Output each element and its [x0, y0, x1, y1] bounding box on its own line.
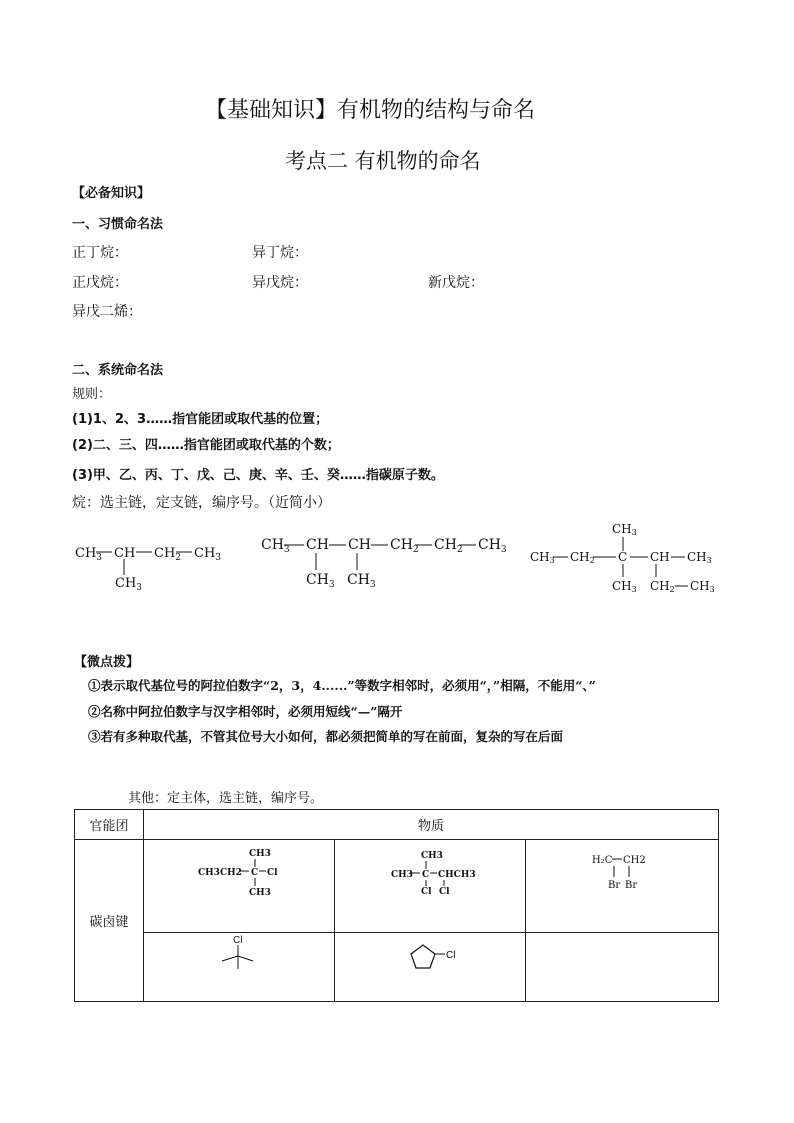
svg-text:CH3: $CH_3$ [115, 576, 143, 593]
svg-text:C: C [251, 868, 259, 878]
svg-text:Cl: Cl [446, 950, 456, 961]
svg-text:C: C [422, 870, 430, 880]
svg-text:CH3: CH3 [391, 870, 413, 880]
svg-text:CH: CH [348, 537, 371, 553]
tip-1: ①表示取代基位号的阿拉伯数字“2，3，4......”等数字相邻时，必须用“，”相隔，不能用“、” [88, 678, 596, 693]
rule-1: (1)1、2、3……指官能团或取代基的位置； [72, 412, 329, 427]
row-label-carbon-halogen: 碳卤键 [75, 840, 144, 1002]
svg-text:CH3: CH3 [612, 579, 637, 594]
cell-chlorocyclopentane [335, 933, 526, 1002]
document-subtitle: 考点二 有机物的命名 [285, 149, 481, 173]
svg-text:CH: CH [650, 550, 670, 564]
svg-text:CH3: CH3 [421, 851, 443, 861]
svg-text:CH2: $CH_2$ [390, 537, 419, 555]
svg-text:CH3: $CH_3$ [478, 537, 507, 555]
svg-text:CH3: $CH_3$ [75, 546, 103, 563]
svg-text:H₂C: H₂C [592, 855, 613, 866]
cell-dibromoethane [526, 840, 719, 933]
structure-2-methylbutane [75, 546, 221, 593]
cell-dichloro-methylbutane [335, 840, 526, 933]
svg-text:CH2: $CH_2$ [434, 537, 463, 555]
tip-2: ②名称中阿拉伯数字与汉字相邻时，必须用短线“—”隔开 [88, 704, 403, 719]
svg-text:C: C [618, 550, 628, 564]
svg-text:Cl: Cl [267, 868, 278, 878]
section2-heading: 二、系统命名法 [72, 363, 164, 378]
essential-heading: 【必备知识】 [72, 186, 151, 201]
structure-tert-butyl-chloride-skeletal [144, 933, 334, 1001]
svg-text:CH: CH [306, 537, 329, 553]
rule-3: (3)甲、乙、丙、丁、戊、己、庚、辛、壬、癸……指碳原子数。 [72, 468, 444, 483]
svg-text:CH3: CH3 [530, 550, 555, 565]
isobutane-label: 异丁烷： [252, 245, 308, 261]
svg-text:CH3: $CH_3$ [306, 572, 335, 590]
svg-text:CHCH3: CHCH3 [438, 870, 476, 880]
svg-text:CH3: CH3 [690, 579, 715, 594]
rule-2: (2)二、三、四……指官能团或取代基的个数； [72, 438, 340, 453]
svg-text:Br: Br [608, 880, 621, 891]
svg-text:CH3: CH3 [612, 522, 637, 537]
n-butane-label: 正丁烷： [72, 245, 128, 261]
svg-text:Cl: Cl [233, 935, 243, 946]
tips-heading: 【微点拨】 [74, 655, 140, 670]
alkane-rule: 烷：选主链，定支链，编序号。（近简小） [72, 495, 331, 511]
isopentane-label: 异戊烷： [252, 275, 308, 291]
svg-text:CH: CH [114, 546, 136, 561]
cell-empty [526, 933, 719, 1002]
svg-text:CH3: $CH_3$ [194, 546, 222, 563]
svg-text:CH3: CH3 [249, 849, 271, 859]
header-substance: 物质 [144, 810, 719, 840]
cell-tert-butyl-chloride [144, 933, 335, 1002]
svg-text:CH2: CH2 [650, 579, 675, 594]
structure-chlorocyclopentane-skeletal [335, 933, 525, 1001]
svg-text:CH3: CH3 [249, 888, 271, 898]
functional-group-table [74, 809, 719, 1002]
structure-2-chloro-2-methylbutane [144, 840, 334, 932]
svg-text:Br: Br [625, 880, 638, 891]
structure-1-2-dibromoethane [526, 840, 716, 932]
section1-heading: 一、习惯命名法 [72, 217, 164, 232]
structure-3-3-dimethyl-branched [530, 522, 715, 594]
svg-text:CH2: CH2 [570, 550, 595, 565]
others-line: 其他：定主体，选主链，编序号。 [128, 791, 324, 806]
svg-text:CH3: $CH_3$ [261, 537, 290, 555]
svg-text:CH3: CH3 [687, 550, 712, 565]
svg-text:Cl: Cl [439, 887, 450, 897]
tip-3: ③若有多种取代基，不管其位号大小如何，都必须把简单的写在前面，复杂的写在后面 [88, 729, 564, 744]
rules-label: 规则： [72, 387, 112, 402]
svg-text:CH3: $CH_3$ [347, 572, 376, 590]
example-structures [60, 515, 750, 605]
n-pentane-label: 正戊烷： [72, 275, 128, 291]
neopentane-label: 新戊烷： [428, 275, 484, 291]
svg-text:CH2: $CH_2$ [154, 546, 182, 563]
cell-tert-amyl-chloride [144, 840, 335, 933]
isoprene-label: 异戊二烯： [72, 304, 142, 320]
svg-text:CH2: CH2 [623, 855, 646, 866]
svg-text:CH3CH2: CH3CH2 [198, 868, 242, 878]
header-functional-group: 官能团 [75, 810, 144, 840]
structure-2-3-dichloro-2-methylbutane [335, 840, 525, 932]
svg-text:Cl: Cl [421, 887, 432, 897]
structure-2-3-dimethylhexane [261, 537, 507, 590]
document-title: 【基础知识】有机物的结构与命名 [205, 98, 536, 123]
